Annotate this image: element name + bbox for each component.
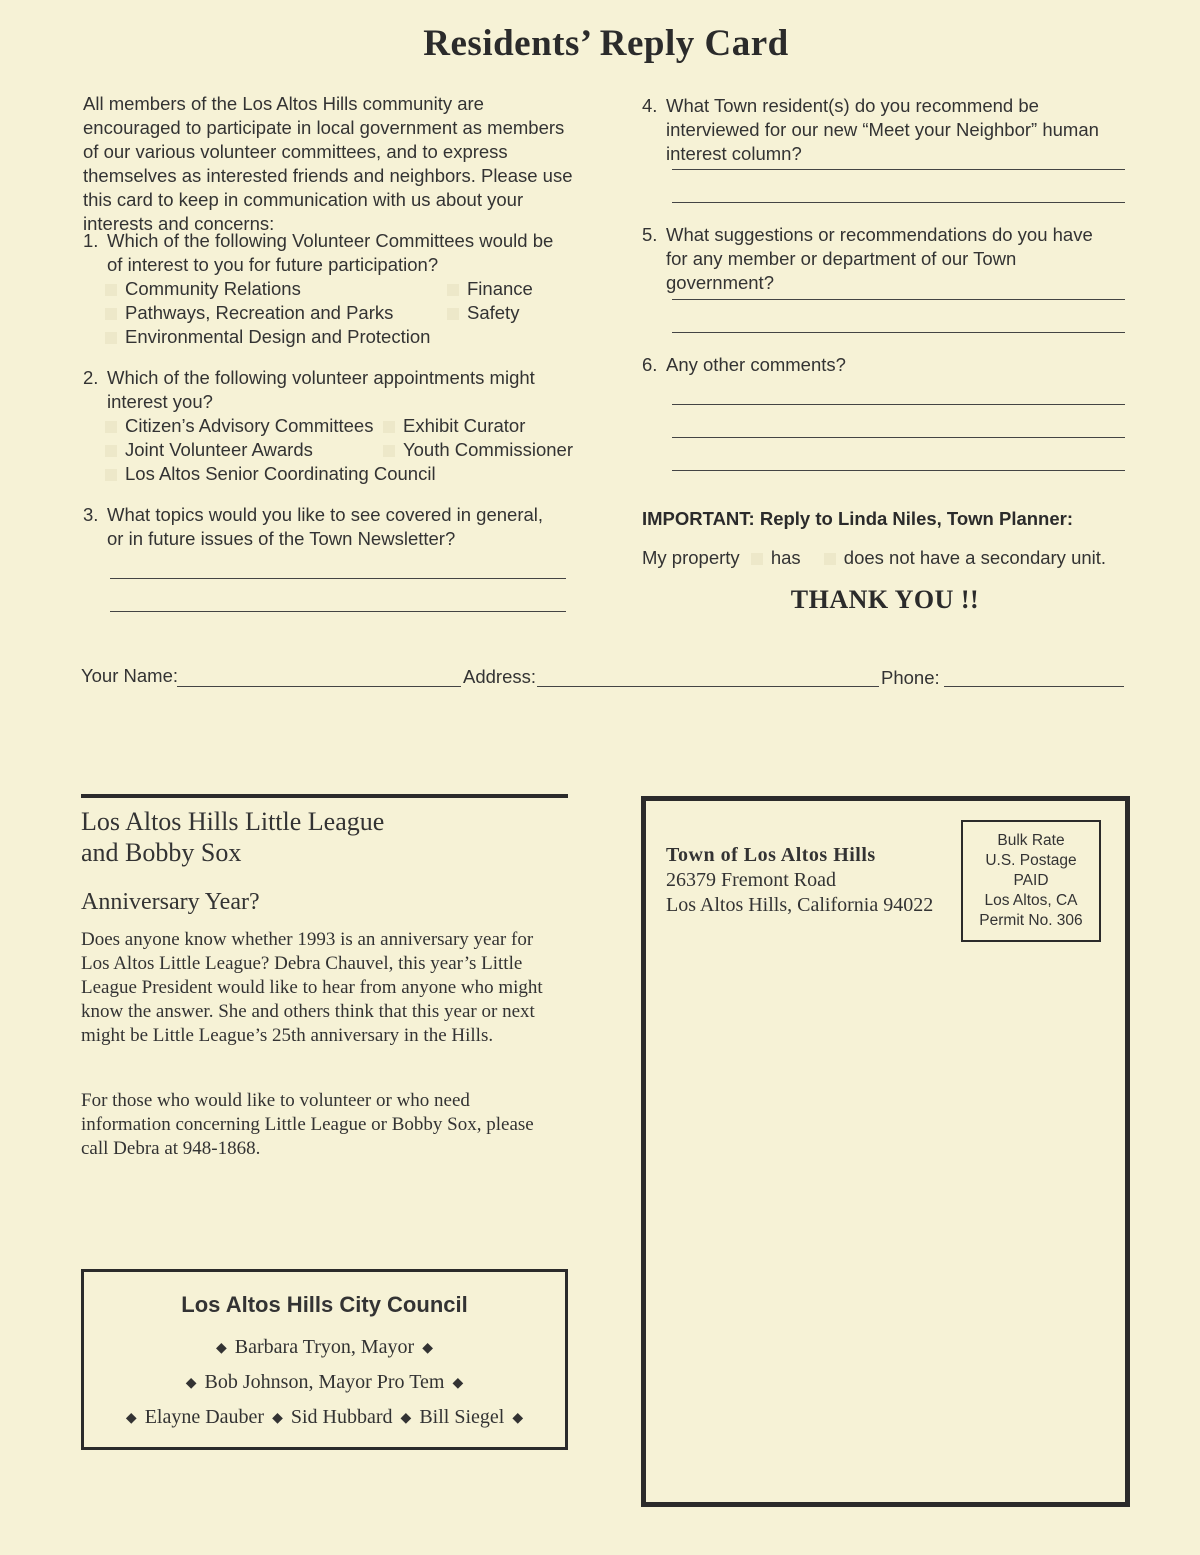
option-label: Los Altos Senior Coordinating Council bbox=[125, 463, 436, 484]
option-exhibit-curator[interactable] bbox=[383, 414, 525, 438]
does-not-label: does not have a secondary unit. bbox=[843, 547, 1107, 568]
option-senior-council[interactable] bbox=[105, 462, 436, 486]
question-5 bbox=[642, 223, 1112, 295]
permit-line: U.S. Postage bbox=[985, 852, 1077, 869]
council-pro-tem-line bbox=[84, 1371, 565, 1394]
diamond-icon: ◆ bbox=[185, 1376, 197, 1391]
name-field[interactable] bbox=[177, 686, 461, 687]
option-environmental[interactable] bbox=[105, 325, 430, 349]
city-council-box bbox=[81, 1269, 568, 1450]
question-number: 1. bbox=[83, 230, 99, 251]
checkbox[interactable] bbox=[105, 284, 117, 296]
option-label: Youth Commissioner bbox=[403, 439, 574, 460]
return-address bbox=[666, 843, 933, 918]
address-street: 26379 Fremont Road bbox=[666, 869, 836, 891]
address-city: Los Altos Hills, California 94022 bbox=[666, 894, 934, 916]
article-paragraph-2: For those who would like to volunteer or who need information concerning Little League or Bobby Sox, please call Debra at 948-1868. bbox=[81, 1090, 534, 1159]
question-1 bbox=[83, 229, 573, 277]
question-text: Which of the following volunteer appointments might interest you? bbox=[107, 367, 535, 412]
intro-paragraph: All members of the Los Altos Hills community are encouraged to participate in local government as members of our various volunteer committees, and to express themselves as interested friends and neighbors. Please use this card to keep in communication with us about your interests and concerns: bbox=[83, 93, 573, 234]
article-title-line: Los Altos Hills Little League bbox=[81, 807, 385, 836]
checkbox[interactable] bbox=[105, 421, 117, 433]
option-label: Environmental Design and Protection bbox=[125, 326, 431, 347]
council-mayor: Barbara Tryon, Mayor bbox=[234, 1336, 415, 1358]
diamond-icon: ◆ bbox=[512, 1411, 524, 1426]
page-title: Residents’ Reply Card bbox=[423, 23, 789, 64]
council-title: Los Altos Hills City Council bbox=[181, 1292, 468, 1317]
question-number: 5. bbox=[642, 224, 658, 245]
council-member: Elayne Dauber bbox=[144, 1406, 265, 1428]
diamond-icon: ◆ bbox=[216, 1341, 227, 1356]
answer-line[interactable] bbox=[672, 470, 1125, 471]
property-line bbox=[642, 546, 1106, 570]
option-citizens-advisory[interactable] bbox=[105, 414, 373, 438]
article-divider bbox=[81, 794, 568, 798]
checkbox[interactable] bbox=[105, 308, 117, 320]
answer-line[interactable] bbox=[672, 169, 1125, 170]
answer-line[interactable] bbox=[672, 437, 1125, 438]
answer-line[interactable] bbox=[110, 611, 566, 612]
diamond-icon: ◆ bbox=[400, 1411, 412, 1426]
option-finance[interactable] bbox=[447, 277, 533, 301]
checkbox[interactable] bbox=[105, 445, 117, 457]
question-number: 4. bbox=[642, 95, 658, 116]
question-number: 6. bbox=[642, 354, 658, 375]
option-label: Citizen’s Advisory Committees bbox=[125, 415, 374, 436]
answer-line[interactable] bbox=[672, 404, 1125, 405]
checkbox[interactable] bbox=[105, 332, 117, 344]
option-safety[interactable] bbox=[447, 301, 519, 325]
answer-line[interactable] bbox=[672, 299, 1125, 300]
question-2 bbox=[83, 366, 573, 414]
address-label: Address: bbox=[463, 666, 537, 687]
thank-you-text: THANK YOU !! bbox=[790, 585, 980, 614]
question-text: What suggestions or recommendations do you have for any member or department of our Town government? bbox=[666, 224, 1093, 293]
article-subtitle: Anniversary Year? bbox=[81, 889, 260, 915]
answer-line[interactable] bbox=[672, 332, 1125, 333]
option-pathways[interactable] bbox=[105, 301, 393, 325]
council-member: Bill Siegel bbox=[419, 1406, 505, 1428]
question-6 bbox=[642, 353, 1112, 377]
address-field[interactable] bbox=[537, 686, 879, 687]
article-title-line: and Bobby Sox bbox=[81, 838, 242, 867]
phone-label: Phone: bbox=[881, 667, 940, 688]
has-checkbox[interactable] bbox=[751, 553, 763, 565]
permit-line: Permit No. 306 bbox=[979, 912, 1083, 929]
diamond-icon: ◆ bbox=[452, 1376, 464, 1391]
permit-line: Bulk Rate bbox=[997, 832, 1065, 849]
checkbox[interactable] bbox=[105, 469, 117, 481]
question-text: What Town resident(s) do you recommend be interviewed for our new “Meet your Neighbor” human interest column? bbox=[666, 95, 1099, 164]
article-title bbox=[81, 806, 384, 868]
question-number: 3. bbox=[83, 504, 99, 525]
option-community-relations[interactable] bbox=[105, 277, 301, 301]
address-name: Town of Los Altos Hills bbox=[666, 844, 876, 866]
question-text: Any other comments? bbox=[666, 354, 846, 375]
option-joint-volunteer[interactable] bbox=[105, 438, 313, 462]
diamond-icon: ◆ bbox=[422, 1341, 433, 1356]
checkbox[interactable] bbox=[447, 284, 459, 296]
answer-line[interactable] bbox=[672, 202, 1125, 203]
question-text: Which of the following Volunteer Committees would be of interest to you for future participation? bbox=[107, 230, 554, 275]
permit-line: PAID bbox=[1013, 872, 1049, 889]
diamond-icon: ◆ bbox=[125, 1411, 137, 1426]
question-text: What topics would you like to see covered in general, or in future issues of the Town Newsletter? bbox=[107, 504, 544, 549]
question-4 bbox=[642, 94, 1132, 166]
council-member: Sid Hubbard bbox=[290, 1406, 393, 1428]
property-prefix: My property bbox=[642, 547, 740, 568]
question-number: 2. bbox=[83, 367, 99, 388]
answer-line[interactable] bbox=[110, 578, 566, 579]
phone-field[interactable] bbox=[944, 686, 1124, 687]
permit-line: Los Altos, CA bbox=[984, 892, 1078, 909]
council-members-line bbox=[84, 1406, 565, 1429]
option-label: Joint Volunteer Awards bbox=[125, 439, 313, 460]
option-label: Community Relations bbox=[125, 278, 301, 299]
article-paragraph-1: Does anyone know whether 1993 is an anniversary year for Los Altos Little League? Debra Chauvel, this year’s Little League President would like to hear from anyone who might know the answer. She and others think that this year or next might be Little League’s 25th anniversary in the Hills. bbox=[81, 929, 543, 1046]
checkbox[interactable] bbox=[383, 421, 395, 433]
option-label: Safety bbox=[467, 302, 520, 323]
checkbox[interactable] bbox=[447, 308, 459, 320]
option-youth-commissioner[interactable] bbox=[383, 438, 573, 462]
option-label: Pathways, Recreation and Parks bbox=[125, 302, 394, 323]
name-label: Your Name: bbox=[81, 665, 179, 686]
does-not-checkbox[interactable] bbox=[824, 553, 836, 565]
diamond-icon: ◆ bbox=[272, 1411, 283, 1426]
question-3 bbox=[83, 503, 553, 551]
has-label: has bbox=[770, 547, 801, 568]
option-label: Finance bbox=[467, 278, 533, 299]
option-label: Exhibit Curator bbox=[403, 415, 526, 436]
postage-permit bbox=[961, 820, 1101, 942]
council-pro-tem: Bob Johnson, Mayor Pro Tem bbox=[204, 1371, 445, 1393]
council-mayor-line bbox=[84, 1336, 565, 1359]
checkbox[interactable] bbox=[383, 445, 395, 457]
important-note: IMPORTANT: Reply to Linda Niles, Town Planner: bbox=[642, 508, 1074, 529]
